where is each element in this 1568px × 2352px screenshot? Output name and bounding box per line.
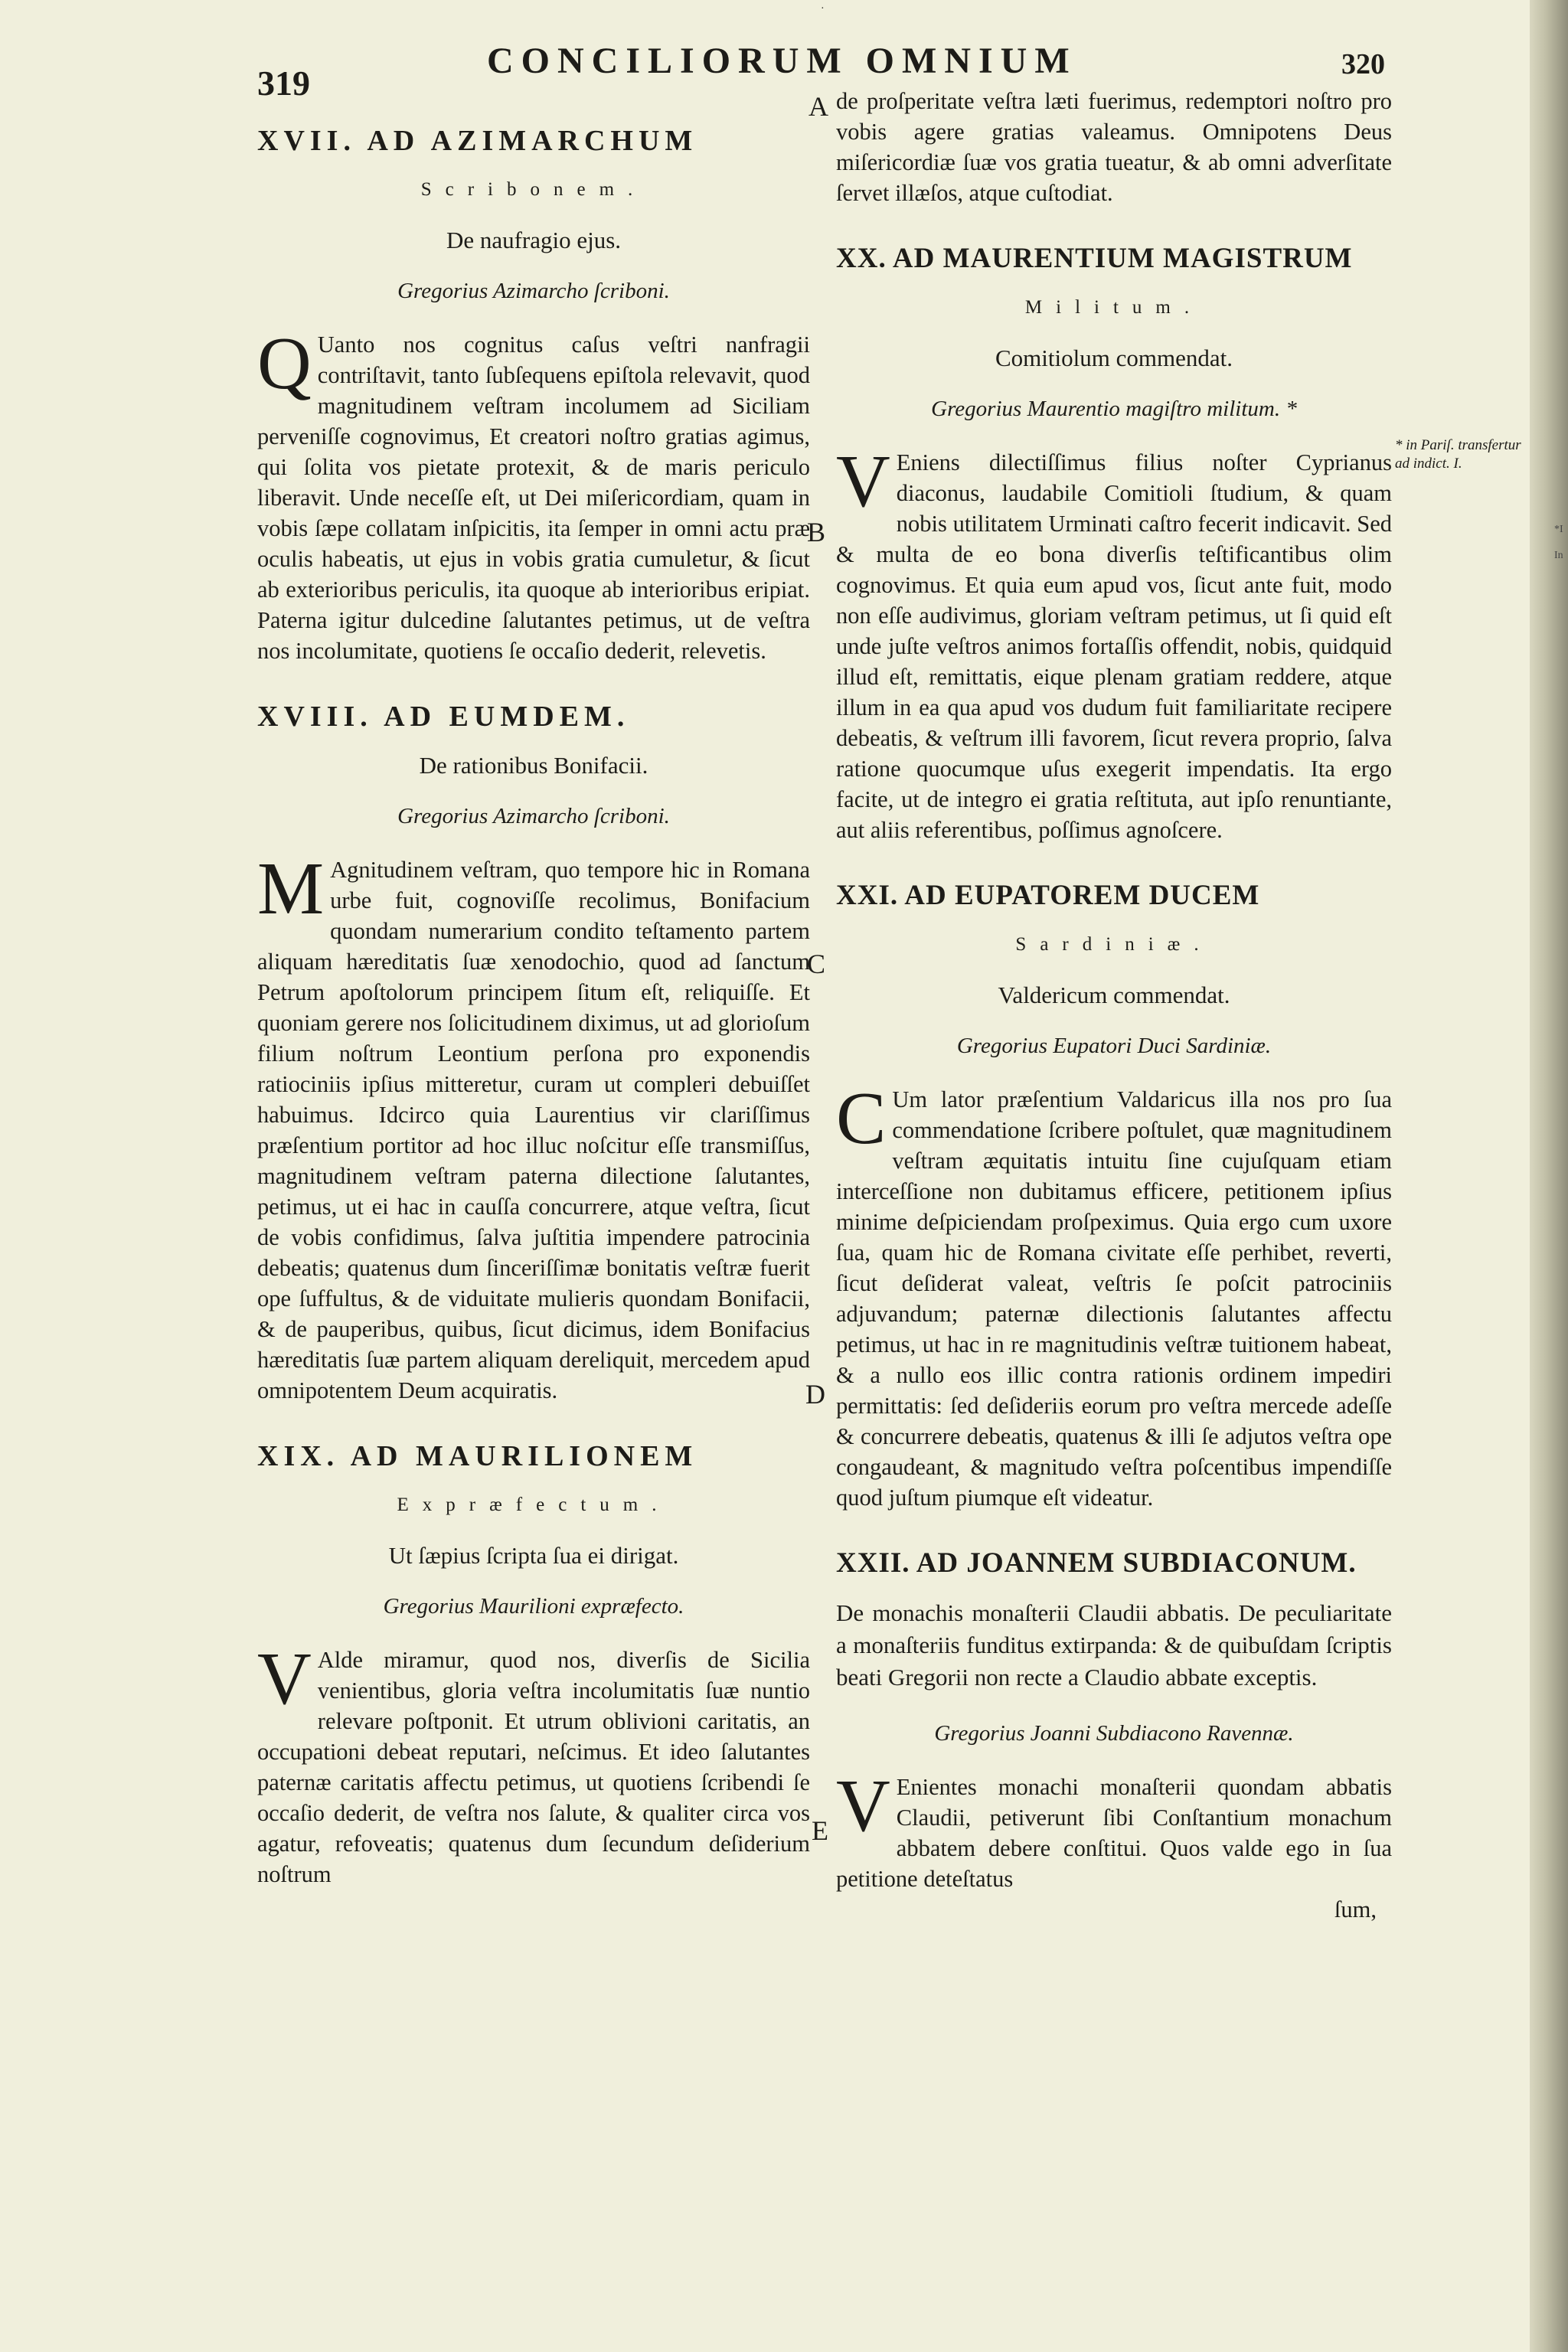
running-head: CONCILIORUM OMNIUM <box>487 41 1077 81</box>
book-gutter <box>1530 0 1568 2352</box>
book-page: · 319 CONCILIORUM OMNIUM 320 XVII. AD AZIMARCHUM Scribonem. De naufragio ejus. Gregorius Azimarcho ſcriboni. QUanto nos cognitus caſus veſtri nanfragii contriſtavit, tanto ſubſequens epiſtola relevavit, quod magnitudinem veſtram incolumem ad Siciliam perveniſſe cognovimus, Et creatori noſtro gratias agimus, qui ſolita vos pietate protexit, & de maris periculo liberavit. Unde neceſſe eſt, ut Dei miſericordiam, quam in vobis ſæpe collatam inſpicitis, ita ſemper in omni actu præ oculis habeatis, ut ejus in vobis gratia cumuletur, & ſicut ab exterioribus periculis, ita quoque ab interioribus eripiat. Paterna igitur dulcedine ſalutantes petimus, ut de veſtra nos incolumitate, quotiens ſe occaſio dederit, relevetis. XVIII. AD EUMDEM. De rationibus Bonifacii. Gregorius Azimarcho ſcriboni. MAgnitudinem veſtram, quo tempore hic in Romana urbe fuit, cognoviſſe recolimus, Bonifacium quondam numerarium condito teſtamento partem aliquam hæreditatis ſuæ xenodochio, quod ad ſanctum Petrum apoſtolorum principem ſitum eſt, reliquiſſe. Et quoniam gerere nos ſolicitudinem diximus, ut ad glorioſum filium noſtrum Leontium perſona pro exponendis ratiociniis ipſius mitteretur, curam ut compleri debuiſſet habuimus. Idcirco quia Laurentius vir clariſſimus præſentium portitor ad hoc illuc noſcitur eſſe transmiſſus, magnitudinem veſtram paterna dilectione ſalutantes, petimus, ut ei hac in cauſſa concurrere, atque veſtra, ſicut de vobis confidimus, ſalva juſtitia impendere patrocinia debeatis; quatenus dum ſinceriſſimæ bonitatis veſtræ fuerit ope ſuffultus, & de viduitate mulieris quondam Bonifacii, & de pauperibus, quibus, ſicut dicimus, idem Bonifacius hæreditatis ſuæ partem aliquam dereliquit, mercedem apud omnipotentem Deum acquiratis. XIX. AD MAURILIONEM Exprӕfectum. Ut ſæpius ſcripta ſua ei dirigat. Gregorius Maurilioni expræfecto. VAlde miramur, quod nos, diverſis de Sicilia venientibus, gloria veſtra incolumitatis ſuæ nuntio relevare poſtponit. Et utrum oblivioni caritatis, an occupationi debeat reputari, neſcimus. Et ideo ſalutantes paternæ caritatis affectu petimus, ut quotiens ſcribendi ſe occaſio dederit, de veſtra nos ſalute, & qualiter circa vos agatur, refoveatis; quatenus dum ſecundum deſiderium noſtrum A B C D E de proſperitate veſtra læti fuerimus, redemptori noſtro pro vobis agere gratias valeamus. Omnipotens Deus miſericordiæ ſuæ vos gratia tueatur, & ab omni adverſitate ſervet illæſos, atque cuſtodiat. XX. AD MAURENTIUM MAGISTRUM Militum. Comitiolum commendat. Gregorius Maurentio magiſtro militum. * VEniens dilectiſſimus filius noſter Cyprianus diaconus, laudabile Comitioli ſtudium, & quam nobis utilitatem Urminati caſtro fecerit indicavit. Sed & multa de eo bona diverſis teſtificantibus olim cognovimus. Et quia eum apud vos, ſicut ante fuit, modo non eſſe audivimus, gloriam veſtram petimus, ut ſi quid eſt unde juſte veſtros animos fortaſſis offendit, nobis, quidquid illud eſt, remittatis, eique plenam gratiam reddere, atque illum in ea qua apud vos dudum fuit familiaritate recipere debeatis, & veſtrum illi favorem, ſicut revera proprio, ſalva ratione quocumque uſus exegerit impendatis. Ita ergo facite, ut de integro ei gratia reſtituta, aut ipſo renuntiante, aut aliis referentibus, poſſimus agnoſcere. XXI. AD EUPATOREM DUCEM Sardiniӕ. Valdericum commendat. Gregorius Eupatori Duci Sardiniæ. CUm lator præſentium Valdaricus illa nos pro ſua commendatione ſcribere poſtulet, quæ magnitudinem veſtram æquitatis intuitu ſine cujuſquam etiam interceſſione non dubitamus efficere, petitionem ipſius minime deſpiciendam proſpeximus. Quia ergo cum uxore ſua, quam hic de Romana civitate eſſe perhibet, reverti, ſicut deſiderat valeat, veſtris ſe poſcit patrociniis adjuvandum; paternæ dilectionis ſalutantes affectu petimus, ut hac in re magnitudinis veſtræ tuitionem habeat, & a nullo eos illic contra rationis ordinem impediri permittatis: ſed deſideriis eorum pro veſtra mercede adeſſe & concurrere debeatis, quatenus & illi ſe adjutos veſtra ope congaudeant, & magnitudo veſtra poſcentibus impendiſſe quod juſtum piumque eſt videatur. XXII. AD JOANNEM SUBDIACONUM. De monachis monaſterii Claudii abbatis. De peculiaritate a monaſteriis funditus extirpanda: & de quibuſdam ſcriptis beati Gregorii non recte a Claudio abbate exceptis. Gregorius Joanni Subdiacono Ravennæ. VEnientes monachi monaſterii quondam abbatis Claudii, petiverunt ſibi Conſtantium monachum abbatem debere conſtitui. Quos valde ego in ſua petitione deteſtatus ſum, * in Pariſ. transfertur ad indict. I. *I In <box>0 0 1568 2352</box>
section-18-topic: De rationibus Bonifacii. <box>419 752 648 779</box>
section-17-text: QUanto nos cognitus caſus veſtri nanfragii contriſtavit, tanto ſubſequens epiſtola relevavit, quod magnitudinem veſtram incolumem ad Siciliam perveniſſe cognovimus, Et creatori noſtro gratias agimus, qui ſolita vos pietate protexit, & de maris periculo liberavit. Unde neceſſe eſt, ut Dei miſericordiam, quam in vobis ſæpe collatam inſpicitis, ita ſemper in omni actu præ oculis habeatis, ut ejus in vobis gratia cumuletur, & ſicut ab exterioribus periculis, ita quoque ab interioribus eripiat. Paterna igitur dulcedine ſalutantes petimus, ut de veſtra nos incolumitate, quotiens ſe occaſio dederit, relevetis. <box>257 322 810 664</box>
continued-text: de proſperitate veſtra læti fuerimus, redemptori noſtro pro vobis agere gratias valeamus. Omnipotens Deus miſericordiæ ſuæ vos gratia tueatur, & ab omni adverſitate ſervet illæſos, atque cuſtodiat. <box>836 88 1392 206</box>
right-column <box>836 86 1392 1925</box>
section-21-subheading: Sardiniӕ. <box>1015 934 1213 955</box>
gutter-mark-1: *I <box>1554 524 1563 535</box>
section-20-salutation: Gregorius Maurentio magiſtro militum. * <box>931 397 1297 421</box>
section-17-heading: XVII. AD AZIMARCHUM <box>257 125 698 157</box>
section-18-heading: XVIII. AD EUMDEM. <box>257 701 630 733</box>
margin-note: * in Pariſ. transfertur ad indict. I. <box>1395 437 1521 472</box>
page-number-right: 320 <box>1341 48 1385 80</box>
margin-letter-b: B <box>807 517 826 547</box>
section-17-topic: De naufragio ejus. <box>446 227 622 253</box>
page-number-left: 319 <box>257 64 310 103</box>
margin-letter-a: A <box>808 91 828 122</box>
gutter-mark-2: In <box>1554 550 1563 561</box>
section-21-heading: XXI. AD EUPATOREM DUCEM <box>836 880 1260 911</box>
left-column <box>257 112 810 1890</box>
section-18-salutation: Gregorius Azimarcho ſcriboni. <box>397 804 670 828</box>
section-21-topic: Valdericum commendat. <box>998 982 1230 1008</box>
section-19-topic: Ut ſæpius ſcripta ſua ei dirigat. <box>388 1542 679 1569</box>
section-21-salutation: Gregorius Eupatori Duci Sardiniæ. <box>956 1034 1272 1058</box>
catchword: ſum, <box>1334 1896 1377 1922</box>
margin-letter-d: D <box>805 1379 825 1410</box>
section-22-text: VEnientes monachi monaſterii quondam abbatis Claudii, petiverunt ſibi Conſtantium monachum abbatem debere conſtitui. Quos valde ego in ſua petitione deteſtatus <box>836 1765 1392 1892</box>
section-17-salutation: Gregorius Azimarcho ſcriboni. <box>397 279 670 303</box>
section-19-subheading: Exprӕfectum. <box>397 1494 671 1515</box>
section-22-salutation: Gregorius Joanni Subdiacono Ravennæ. <box>934 1721 1294 1746</box>
margin-letter-e: E <box>812 1815 828 1846</box>
section-20-topic: Comitiolum commendat. <box>995 345 1233 371</box>
section-19-heading: XIX. AD MAURILIONEM <box>257 1440 698 1472</box>
margin-letter-c: C <box>807 949 826 979</box>
section-22-topic: De monachis monaſterii Claudii abbatis. De peculiaritate a monaſteriis funditus extirpanda: & de quibuſdam ſcriptis beati Gregorii non recte a Claudio abbate exceptis. <box>836 1599 1392 1690</box>
section-21-text: CUm lator præſentium Valdaricus illa nos pro ſua commendatione ſcribere poſtulet, quæ magnitudinem veſtram æquitatis intuitu ſine cujuſquam etiam interceſſione non dubitamus efficere, petitionem ipſius minime deſpiciendam proſpeximus. Quia ergo cum uxore ſua, quam hic de Romana civitate eſſe perhibet, reverti, ſicut deſiderat valeat, veſtris ſe poſcit patrociniis adjuvandum; paternæ dilectionis ſalutantes affectu petimus, ut hac in re magnitudinis veſtræ tuitionem habeat, & a nullo eos illic contra rationis ordinem impediri permittatis: ſed deſideriis eorum pro veſtra mercede adeſſe & concurrere debeatis, quatenus & illi ſe adjutos veſtra ope congaudeant, & magnitudo veſtra poſcentibus impendiſſe quod juſtum piumque eſt videatur. <box>836 1077 1392 1511</box>
section-18-text: MAgnitudinem veſtram, quo tempore hic in Romana urbe fuit, cognoviſſe recolimus, Bonifacium quondam numerarium condito teſtamento partem aliquam hæreditatis ſuæ xenodochio, quod ad ſanctum Petrum apoſtolorum principem ſitum eſt, reliquiſſe. Et quoniam gerere nos ſolicitudinem diximus, ut ad glorioſum filium noſtrum Leontium perſona pro exponendis ratiociniis ipſius mitteretur, curam ut compleri debuiſſet habuimus. Idcirco quia Laurentius vir clariſſimus præſentium portitor ad hoc illuc noſcitur eſſe transmiſſus, magnitudinem veſtram paterna dilectione ſalutantes, petimus, ut ei hac in cauſſa concurrere, atque veſtra, ſicut de vobis confidimus, ſalva juſtitia impendere patrocinia debeatis; quatenus dum ſinceriſſimæ bonitatis veſtræ fuerit ope ſuffultus, & de viduitate mulieris quondam Bonifacii, & de pauperibus, quibus, ſicut dicimus, idem Bonifacius hæreditatis ſuæ partem aliquam dereliquit, mercedem apud omnipotentem Deum acquiratis. <box>257 848 810 1403</box>
section-19-salutation: Gregorius Maurilioni expræfecto. <box>383 1594 684 1619</box>
section-20-subheading: Militum. <box>1024 297 1204 318</box>
section-20-text: VEniens dilectiſſimus filius noſter Cyprianus diaconus, laudabile Comitioli ſtudium, & quam nobis utilitatem Urminati caſtro fecerit indicavit. Sed & multa de eo bona diverſis teſtificantibus olim cognovimus. Et quia eum apud vos, ſicut ante fuit, modo non eſſe audivimus, gloriam veſtram petimus, ut ſi quid eſt unde juſte veſtros animos fortaſſis offendit, nobis, quidquid illud eſt, remittatis, eique plenam gratiam reddere, atque illum in ea qua apud vos dudum fuit familiaritate recipere debeatis, & veſtrum illi favorem, ſicut revera proprio, ſalva ratione quocumque uſus exegerit impendatis. Ita ergo facite, ut de integro ei gratia reſtituta, aut ipſo renuntiante, aut aliis referentibus, poſſimus agnoſcere. <box>836 440 1392 843</box>
section-22-heading: XXII. AD JOANNEM SUBDIACONUM. <box>836 1547 1357 1579</box>
section-17-subheading: Scribonem. <box>420 179 647 200</box>
gutter-marks <box>1554 517 1563 569</box>
section-20-heading: XX. AD MAURENTIUM MAGISTRUM <box>836 243 1353 274</box>
section-19-text: VAlde miramur, quod nos, diverſis de Sicilia venientibus, gloria veſtra incolumitatis ſuæ nuntio relevare poſtponit. Et utrum oblivioni caritatis, an occupationi debeat reputari, neſcimus. Et ideo ſalutantes paternæ caritatis affectu petimus, ut quotiens ſcribendi ſe occaſio dederit, de veſtra nos ſalute, & qualiter circa vos agatur, refoveatis; quatenus dum ſecundum deſiderium noſtrum <box>257 1638 810 1887</box>
